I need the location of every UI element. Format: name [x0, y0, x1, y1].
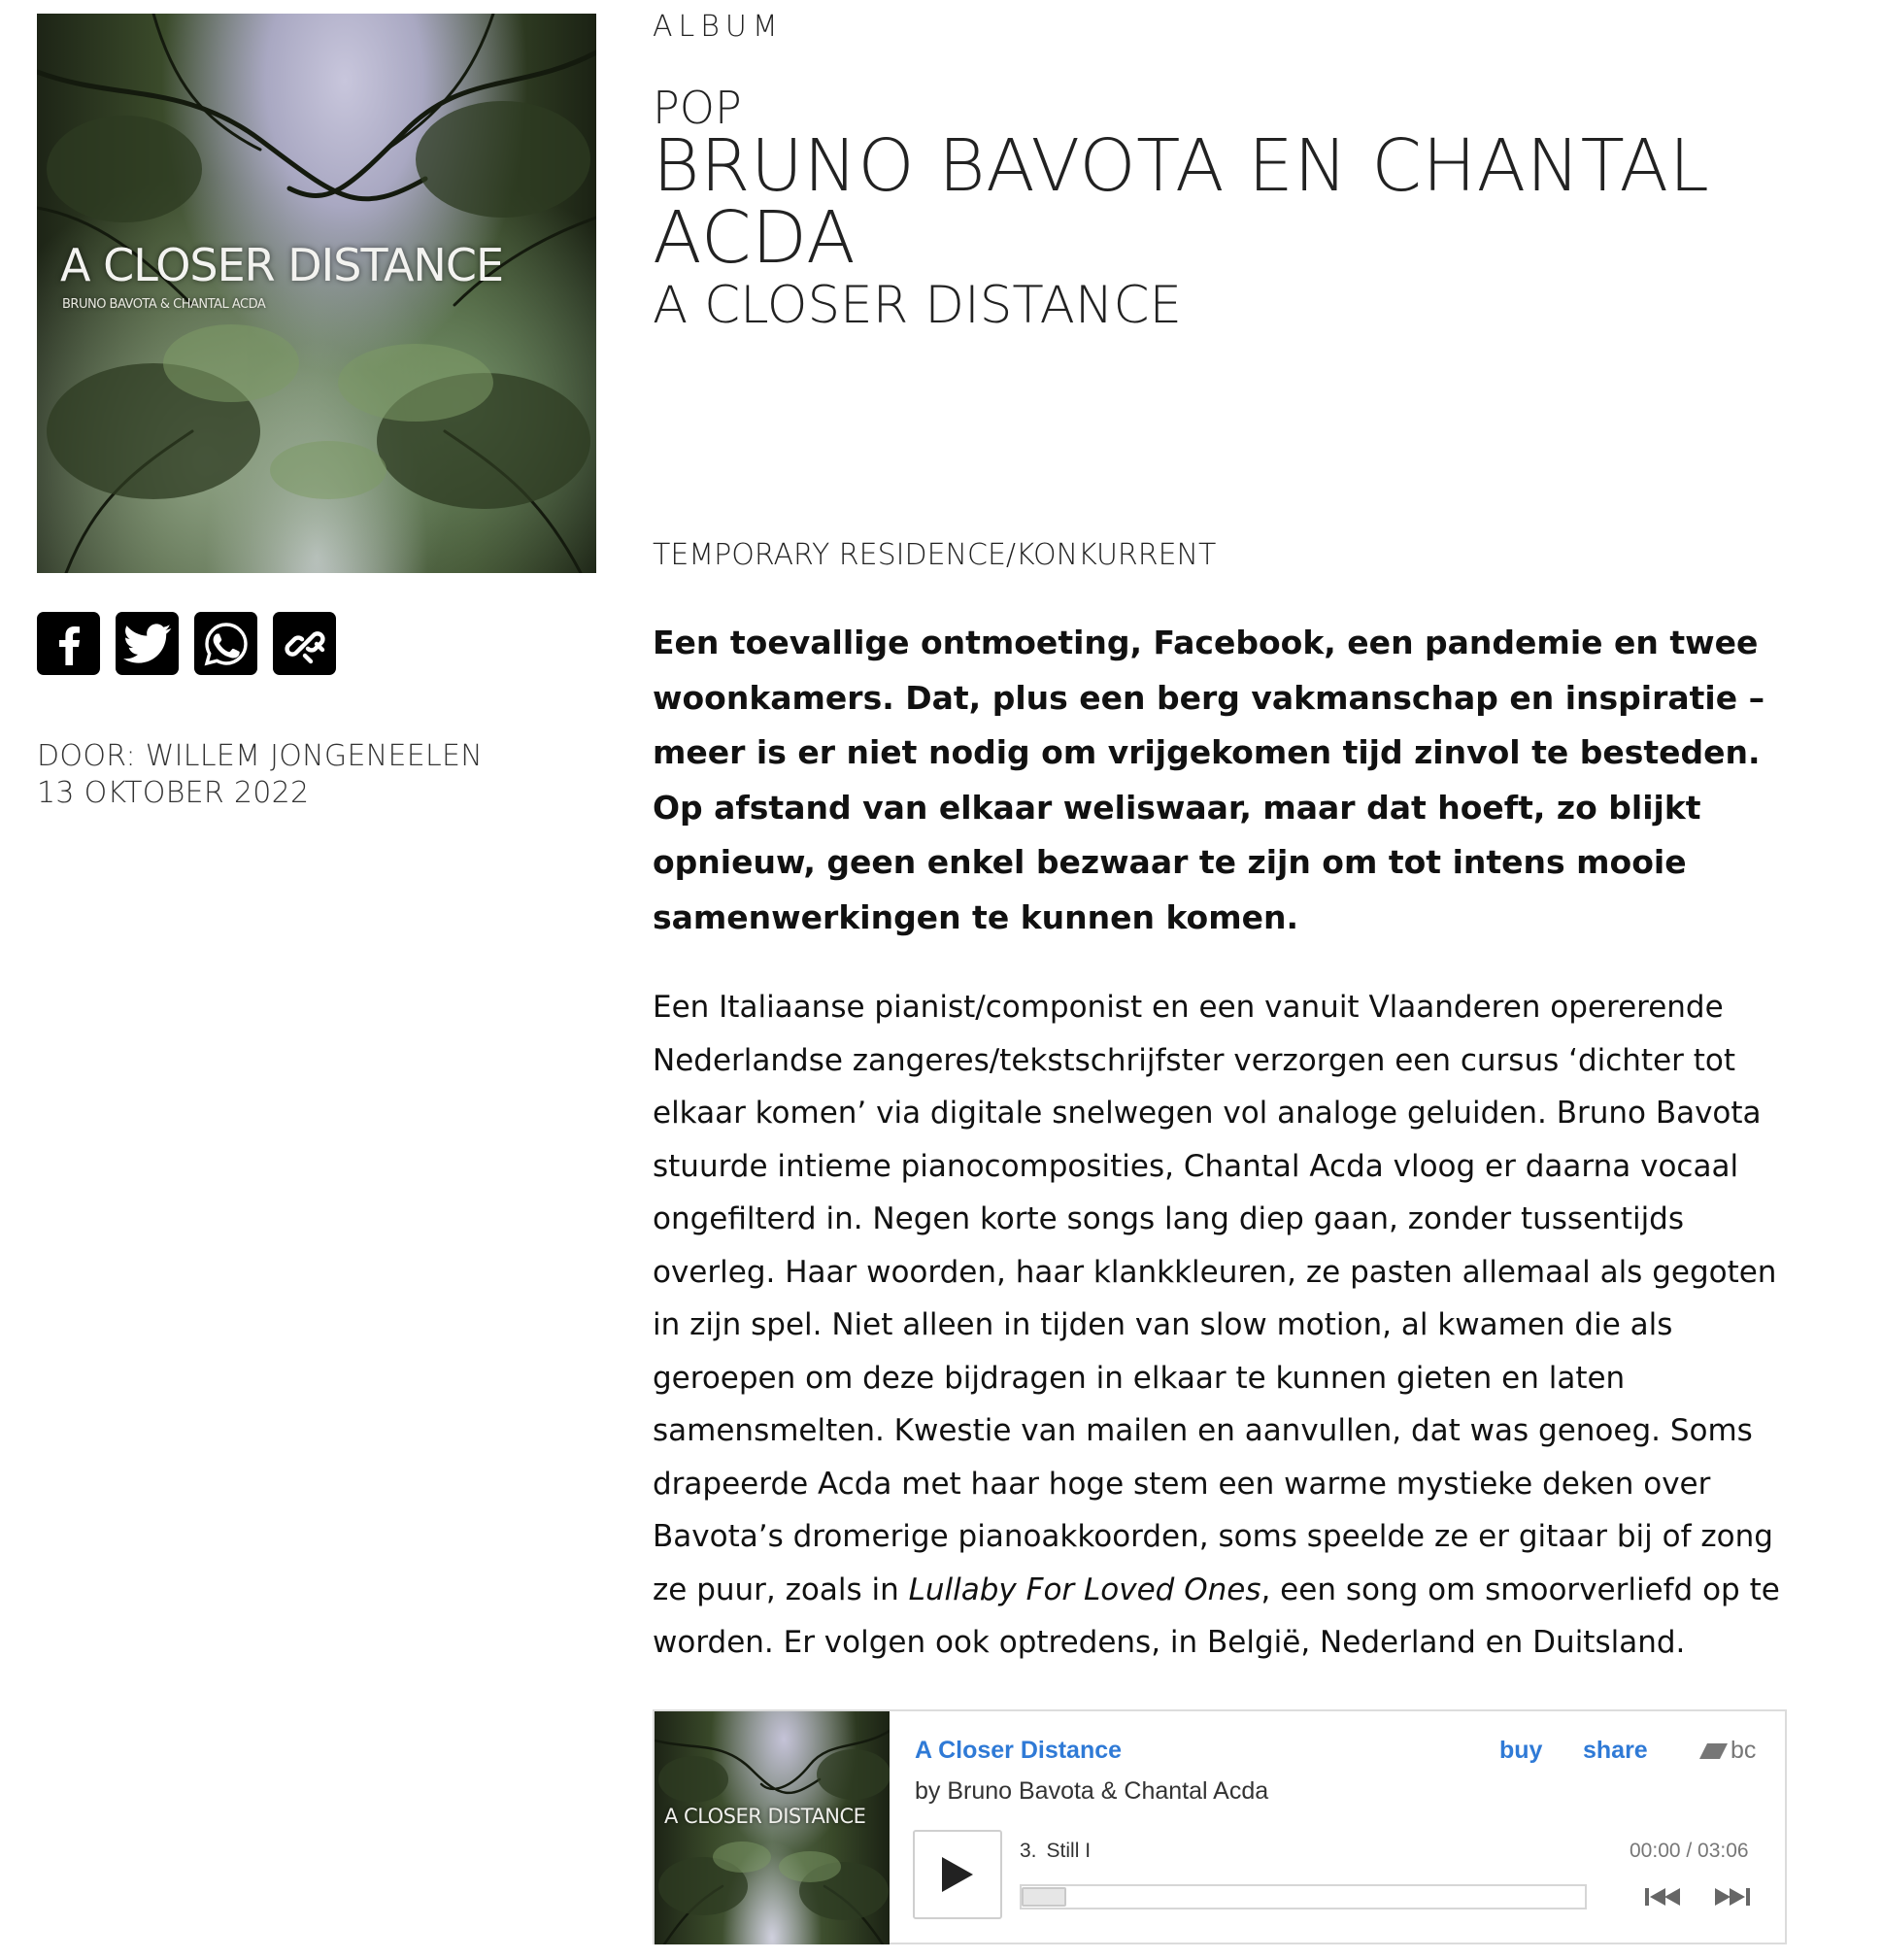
cover-artwork: [37, 14, 596, 573]
player-art-title: A CLOSER DISTANCE: [664, 1805, 866, 1828]
facebook-icon: [50, 623, 88, 665]
progress-thumb[interactable]: [1022, 1887, 1066, 1907]
section-kicker: ALBUM: [653, 10, 784, 44]
bandcamp-brand: bc: [1731, 1737, 1757, 1764]
whatsapp-icon: [203, 621, 250, 667]
play-button[interactable]: [913, 1830, 1002, 1919]
play-icon: [940, 1855, 975, 1894]
genre-label: POP: [653, 82, 742, 134]
player-album-art[interactable]: [655, 1711, 890, 1944]
track-number: 3.: [1020, 1840, 1037, 1862]
body-text-1: Een Italiaanse pianist/componist en een vanuit Vlaanderen opererende Nederlandse zangeres/tekstschrijfster verzorgen een cursus ‘dichter tot elkaar komen’ via digitale snelwegen vol analoge geluiden. Bruno Bavota stuurde intieme pianocomposities, Chantal Acda vloog er daarna vocaal ongefilterd in. Negen korte songs lang diep gaan, zonder tussentijds overleg. Haar woorden, haar klankkleuren, ze pasten allemaal als gegoten in zijn spel. Niet alleen in tijden van slow motion, al kwamen die als geroepen om deze bijdragen in elkaar te kunnen gieten en laten samensmelten. Kwestie van mailen en aanvullen, dat was genoeg. Soms drapeerde Acda met haar hoge stem een warme mystieke deken over Bavota’s dromerige pianoakkoorden, soms speelde ze er gitaar bij of zong ze puur, zoals in: [653, 990, 1777, 1607]
current-track[interactable]: [1020, 1840, 1091, 1863]
bandcamp-player: [653, 1709, 1787, 1944]
artist-heading: BRUNO BAVOTA EN CHANTAL ACDA: [653, 124, 1710, 280]
twitter-icon: [123, 624, 172, 664]
cover-subtitle: BRUNO BAVOTA & CHANTAL ACDA: [62, 297, 266, 312]
byline: [37, 738, 483, 812]
bandcamp-icon: [1699, 1742, 1729, 1760]
album-cover: [37, 14, 596, 573]
copy-link-button[interactable]: [273, 612, 336, 675]
twitter-share-button[interactable]: [116, 612, 179, 675]
song-title: Lullaby For Loved Ones: [908, 1571, 1261, 1607]
bandcamp-logo-link[interactable]: [1699, 1737, 1756, 1765]
track-title: Still I: [1046, 1840, 1092, 1862]
link-icon: [282, 621, 328, 667]
cover-title: A CLOSER DISTANCE: [60, 239, 504, 291]
progress-bar[interactable]: [1020, 1884, 1587, 1909]
article-lead: Een toevallige ontmoeting, Facebook, een pandemie en twee woonkamers. Dat, plus een berg vakmanschap en inspiratie – meer is er niet nodig om vrijgekomen tijd zinvol te besteden. Op afstand van elkaar weliswaar, maar dat hoeft, zo blijkt opnieuw, geen enkel bezwaar te zijn om tot intens mooie samenwerkingen te kunnen komen.: [653, 624, 1765, 936]
next-track-icon: [1714, 1886, 1751, 1908]
previous-track-icon: [1644, 1886, 1681, 1908]
body-text-2: , een song om smoorverliefd op te worden. Er volgen ook optredens, in België, Nederland en Duitsland.: [653, 1571, 1780, 1660]
next-track-button[interactable]: [1713, 1882, 1752, 1911]
player-album-link[interactable]: A Closer Distance: [915, 1737, 1123, 1764]
publish-date: 13 OKTOBER 2022: [37, 776, 310, 810]
buy-link[interactable]: buy: [1499, 1737, 1543, 1764]
facebook-share-button[interactable]: [37, 612, 100, 675]
album-title: A CLOSER DISTANCE: [653, 276, 1183, 335]
whatsapp-share-button[interactable]: [194, 612, 257, 675]
author: DOOR: WILLEM JONGENEELEN: [37, 739, 483, 773]
track-time: 00:00 / 03:06: [1630, 1840, 1749, 1862]
record-label: TEMPORARY RESIDENCE/KONKURRENT: [653, 538, 1217, 572]
previous-track-button[interactable]: [1643, 1882, 1682, 1911]
player-artwork: [655, 1711, 890, 1944]
share-buttons: [37, 612, 336, 675]
share-link[interactable]: share: [1583, 1737, 1648, 1764]
player-artist: by Bruno Bavota & Chantal Acda: [915, 1777, 1269, 1805]
article-body: [653, 981, 1794, 1670]
